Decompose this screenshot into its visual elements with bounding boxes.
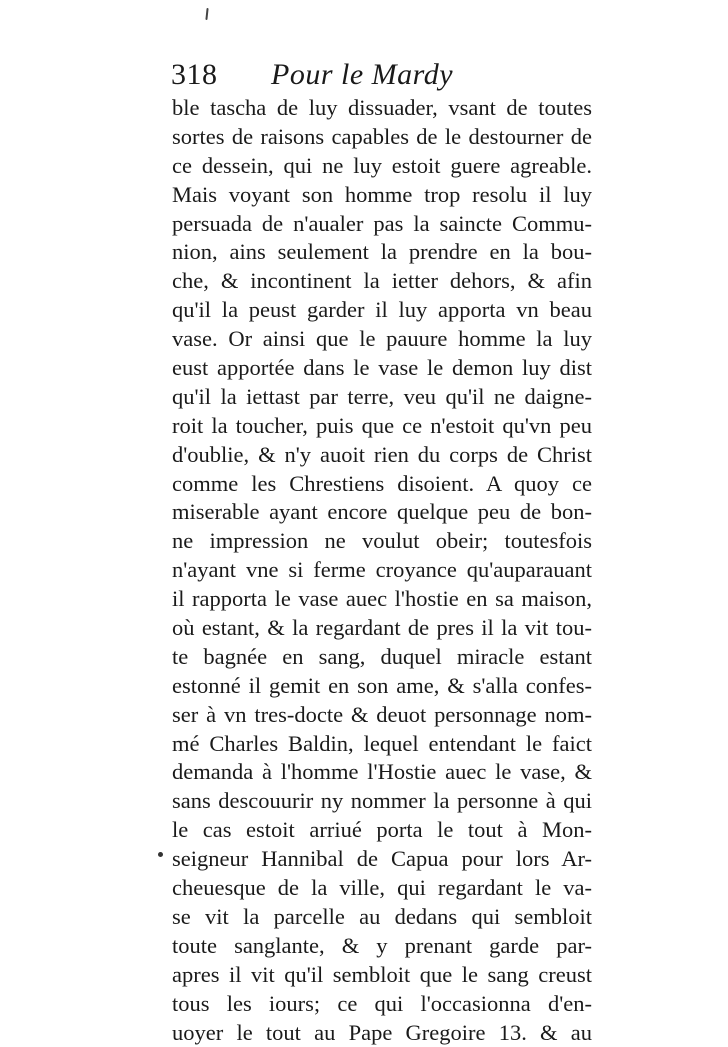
text-line: nion, ains seulement la prendre en la bou- — [172, 238, 592, 267]
ink-speck — [205, 8, 208, 20]
text-line: tous les iours; ce qui l'occasionna d'en- — [172, 990, 592, 1019]
text-line: n'ayant vne si ferme croyance qu'auparauant — [172, 556, 592, 585]
ink-speck — [158, 852, 163, 857]
page-number: 318 — [171, 58, 218, 92]
text-line: ser à vn tres-docte & deuot personnage nom- — [172, 701, 592, 730]
text-line: seigneur Hannibal de Capua pour lors Ar- — [172, 845, 592, 874]
text-line: eust apportée dans le vase le demon luy dist — [172, 354, 592, 383]
text-line: te bagnée en sang, duquel miracle estant — [172, 643, 592, 672]
text-line: toute sanglante, & y prenant garde par- — [172, 932, 592, 961]
page-header — [171, 56, 601, 96]
body-text — [172, 94, 592, 1047]
text-line: apres il vit qu'il sembloit que le sang creust — [172, 961, 592, 990]
text-line: ne impression ne voulut obeir; toutesfois — [172, 527, 592, 556]
text-line: mé Charles Baldin, lequel entendant le faict — [172, 730, 592, 759]
text-line: Mais voyant son homme trop resolu il luy — [172, 181, 592, 210]
text-line: uoyer le tout au Pape Gregoire 13. & au — [172, 1019, 592, 1047]
text-line: où estant, & la regardant de pres il la vit tou- — [172, 614, 592, 643]
text-line: demanda à l'homme l'Hostie auec le vase, & — [172, 758, 592, 787]
text-line: se vit la parcelle au dedans qui sembloit — [172, 903, 592, 932]
text-line: ce dessein, qui ne luy estoit guere agreable. — [172, 152, 592, 181]
text-line: sans descouurir ny nommer la personne à qui — [172, 787, 592, 816]
text-line: il rapporta le vase auec l'hostie en sa maison, — [172, 585, 592, 614]
text-line: estonné il gemit en son ame, & s'alla confes- — [172, 672, 592, 701]
text-line: cheuesque de la ville, qui regardant le va- — [172, 874, 592, 903]
text-line: persuada de n'aualer pas la saincte Commu- — [172, 210, 592, 239]
text-line: vase. Or ainsi que le pauure homme la luy — [172, 325, 592, 354]
running-title: Pour le Mardy — [271, 58, 453, 92]
text-line: sortes de raisons capables de le destourner de — [172, 123, 592, 152]
text-line: qu'il la iettast par terre, veu qu'il ne daigne- — [172, 383, 592, 412]
text-line: che, & incontinent la ietter dehors, & afin — [172, 267, 592, 296]
text-line: le cas estoit arriué porta le tout à Mon- — [172, 816, 592, 845]
text-line: d'oublie, & n'y auoit rien du corps de Christ — [172, 441, 592, 470]
text-line: ble tascha de luy dissuader, vsant de toutes — [172, 94, 592, 123]
text-line: miserable ayant encore quelque peu de bon- — [172, 498, 592, 527]
text-line: comme les Chrestiens disoient. A quoy ce — [172, 470, 592, 499]
text-line: qu'il la peust garder il luy apporta vn beau — [172, 296, 592, 325]
text-line: roit la toucher, puis que ce n'estoit qu'vn peu — [172, 412, 592, 441]
